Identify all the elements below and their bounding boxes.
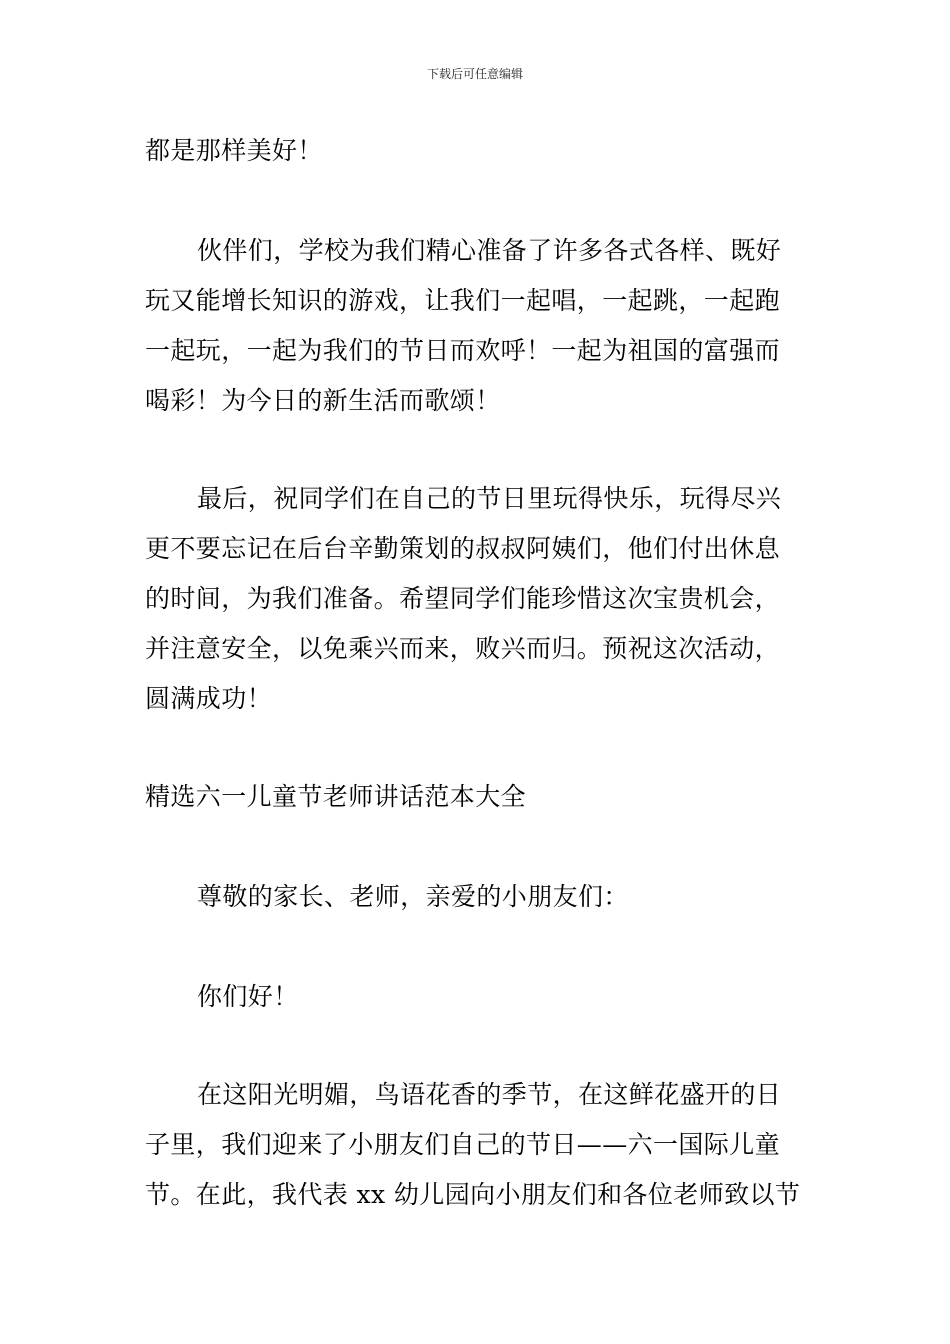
paragraph-line: 伙伴们，学校为我们精心准备了许多各式各样、既好 — [197, 236, 782, 265]
paragraph-line: 节。在此，我代表 xx 幼儿园向小朋友们和各位老师致以节 — [145, 1180, 801, 1209]
paragraph-line: 都是那样美好！ — [145, 136, 323, 165]
paragraph-line: 的时间，为我们准备。希望同学们能珍惜这次宝贵机会， — [145, 584, 781, 613]
greeting: 你们好！ — [197, 982, 299, 1011]
paragraph-line: 圆满成功！ — [145, 684, 273, 713]
salutation: 尊敬的家长、老师，亲爱的小朋友们： — [197, 882, 629, 911]
paragraph-line: 最后，祝同学们在自己的节日里玩得快乐，玩得尽兴 — [197, 484, 782, 513]
section-title: 精选六一儿童节老师讲话范本大全 — [145, 782, 527, 811]
paragraph-line: 喝彩！为今日的新生活而歌颂！ — [145, 386, 501, 415]
paragraph-line: 在这阳光明媚，鸟语花香的季节，在这鲜花盛开的日 — [197, 1080, 782, 1109]
paragraph-line: 更不要忘记在后台辛勤策划的叔叔阿姨们，他们付出休息 — [145, 534, 781, 563]
page-header: 下载后可任意编辑 — [426, 67, 523, 81]
paragraph-line: 子里，我们迎来了小朋友们自己的节日——六一国际儿童 — [145, 1130, 781, 1159]
paragraph-line: 一起玩，一起为我们的节日而欢呼！一起为祖国的富强而 — [145, 336, 781, 365]
paragraph-line: 玩又能增长知识的游戏，让我们一起唱，一起跳，一起跑 — [145, 286, 781, 315]
paragraph-line: 并注意安全，以免乘兴而来，败兴而归。预祝这次活动， — [145, 634, 781, 663]
